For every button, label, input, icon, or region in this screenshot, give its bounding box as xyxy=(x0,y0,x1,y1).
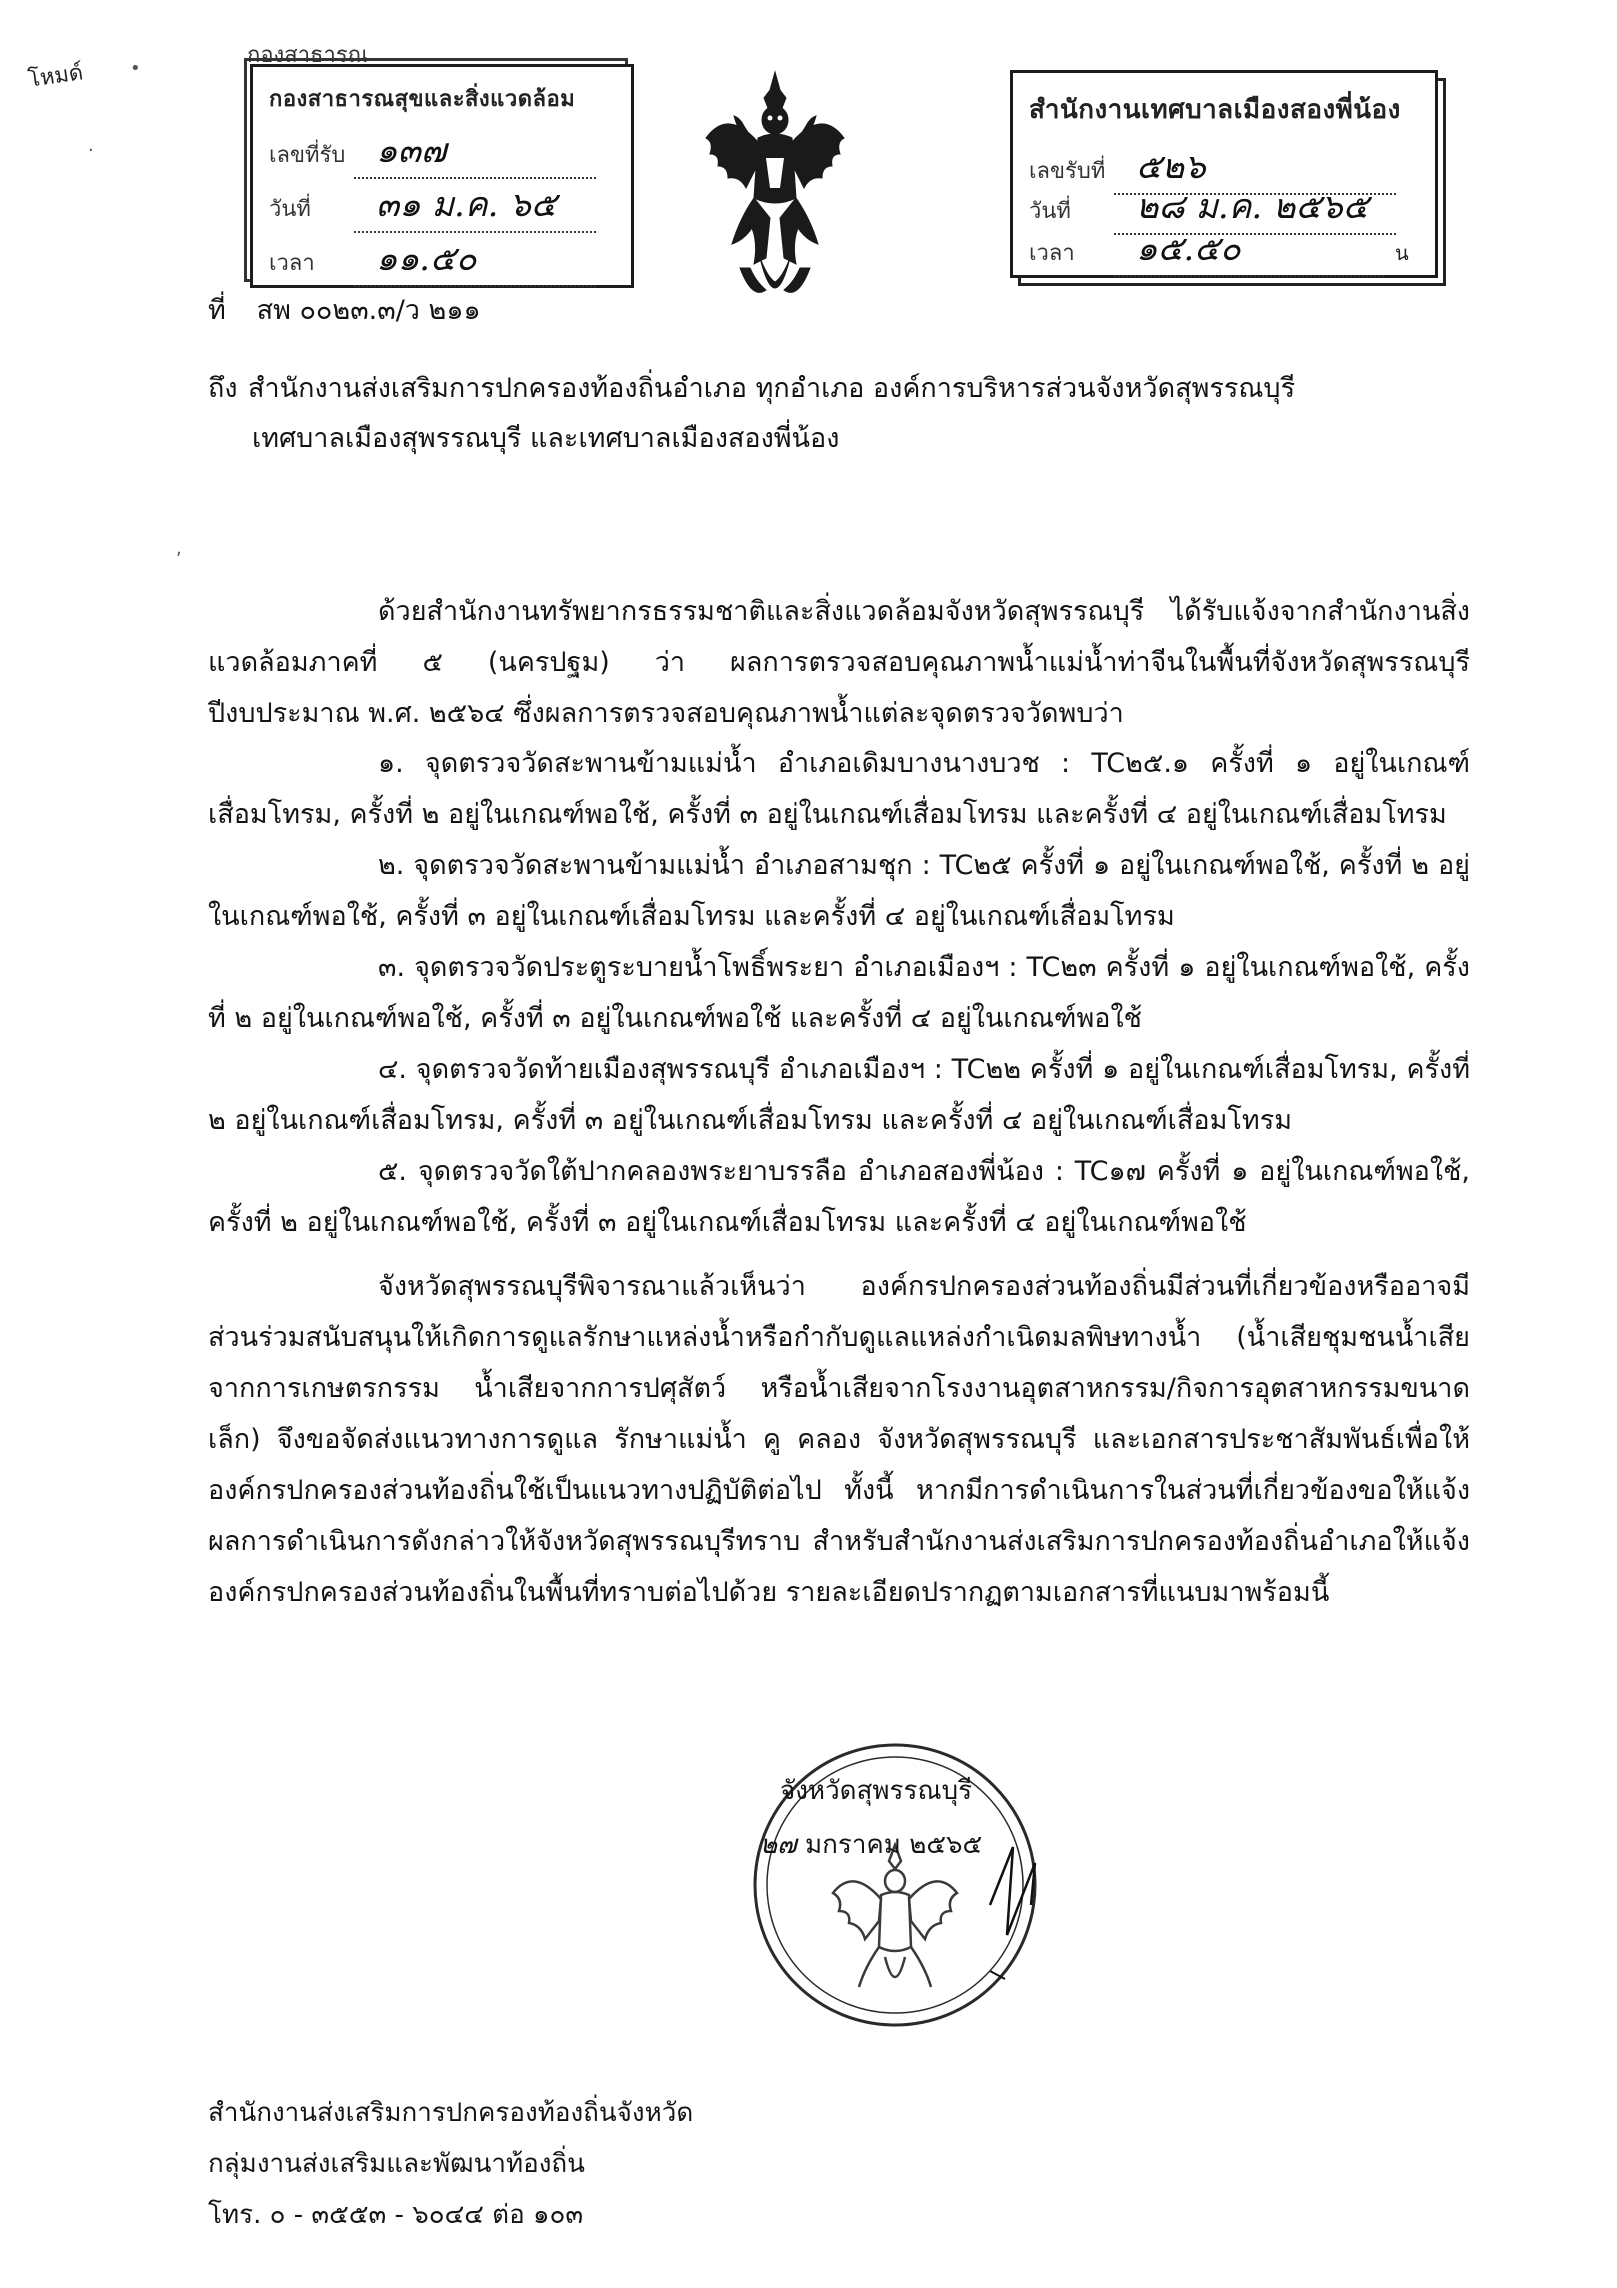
corner-dot-mark: • xyxy=(130,58,141,79)
stamp-date-value: ๓๑ ม.ค. ๖๕ xyxy=(354,177,596,233)
inspection-results-list xyxy=(208,738,1470,1248)
list-item: ๕. จุดตรวจวัดใต้ปากคลองพระยาบรรลือ อำเภอสองพี่น้อง : TC๑๗ ครั้งที่ ๑ อยู่ในเกณฑ์พอใช้, ครั้งที่ ๒ อยู่ในเกณฑ์พอใช้, ครั้งที่ ๓ อยู่ในเกณฑ์เสื่อมโทรม และครั้งที่ ๔ อยู่ในเกณฑ์พอใช้ xyxy=(208,1156,1470,1238)
receiving-stamp-songphinong-municipality xyxy=(1010,70,1438,278)
stamp-department: กองสาธารณสุขและสิ่งแวดล้อม xyxy=(269,87,576,112)
receiving-stamp-environment-division xyxy=(247,43,634,288)
stamp-date-label: วันที่ xyxy=(269,197,311,222)
stamp-time-value: ๑๑.๕๐ xyxy=(354,231,596,287)
stamp-office: สำนักงานเทศบาลเมืองสองพี่น้อง xyxy=(1029,95,1401,125)
body-paragraph-2 xyxy=(208,1261,1470,1618)
addressee-line-1: สำนักงานส่งเสริมการปกครองท้องถิ่นอำเภอ ทุกอำเภอ องค์การบริหารส่วนจังหวัดสุพรรณบุรี xyxy=(248,373,1296,404)
body-paragraph-1 xyxy=(208,586,1470,739)
reference-number xyxy=(208,288,481,331)
signature-date-rest: มกราคม ๒๕๖๕ xyxy=(804,1830,983,1860)
addressee-line-2: เทศบาลเมืองสุพรรณบุรี และเทศบาลเมืองสองพี่น้อง xyxy=(252,423,840,454)
handwritten-corner-note: โหมด์ xyxy=(26,60,85,93)
stamp-time-row xyxy=(269,231,617,287)
stamp-top-tab: กองสาธารณ xyxy=(247,43,369,68)
paragraph-text: จังหวัดสุพรรณบุรีพิจารณาแล้วเห็นว่า องค์กรปกครองส่วนท้องถิ่นมีส่วนที่เกี่ยวข้องหรืออาจมีส่วนร่วมสนับสนุนให้เกิดการดูแลรักษาแหล่งน้ำหรือกำกับดูแลแหล่งกำเนิดมลพิษทางน้ำ (น้ำเสียชุมชนน้ำเสียจากการเกษตรกรรม น้ำเสียจากการปศุสัตว์ หรือน้ำเสียจากโรงงานอุตสาหกรรม/กิจการอุตสาหกรรมขนาดเล็ก) จึงขอจัดส่งแนวทางการดูแล รักษาแม่น้ำ คู คลอง จังหวัดสุพรรณบุรี และเอกสารประชาสัมพันธ์เพื่อให้องค์กรปกครองส่วนท้องถิ่นใช้เป็นแนวทางปฏิบัติต่อไป ทั้งนี้ หากมีการดำเนินการในส่วนที่เกี่ยวข้องขอให้แจ้งผลการดำเนินการดังกล่าวให้จังหวัดสุพรรณบุรีทราบ สำหรับสำนักงานส่งเสริมการปกครองท้องถิ่นอำเภอให้แจ้งองค์กรปกครองส่วนท้องถิ่นในพื้นที่ทราบต่อไปด้วย รายละเอียดปรากฏตามเอกสารที่แนบมาพร้อมนี้ xyxy=(208,1271,1470,1608)
stamp-time-label: เวลา xyxy=(269,251,315,276)
corner-dot-mark: , xyxy=(176,538,182,559)
stamp-date-label: วันที่ xyxy=(1029,199,1071,224)
stamp-time-label: เวลา xyxy=(1029,241,1075,266)
reference-label: ที่ xyxy=(208,295,226,326)
signature-date xyxy=(760,1824,982,1865)
stamp-time-suffix: น xyxy=(1395,241,1409,265)
corner-dot-mark: · xyxy=(88,140,94,161)
addressee xyxy=(208,364,1388,464)
footer-contact xyxy=(208,2088,693,2241)
stamp-received-no-label: เลขรับที่ xyxy=(1029,159,1106,184)
list-item: ๔. จุดตรวจวัดท้ายเมืองสุพรรณบุรี อำเภอเมืองฯ : TC๒๒ ครั้งที่ ๑ อยู่ในเกณฑ์เสื่อมโทรม, ครั้งที่ ๒ อยู่ในเกณฑ์เสื่อมโทรม, ครั้งที่ ๓ อยู่ในเกณฑ์เสื่อมโทรม และครั้งที่ ๔ อยู่ในเกณฑ์เสื่อมโทรม xyxy=(208,1054,1470,1136)
paragraph-text: ด้วยสำนักงานทรัพยากรธรรมชาติและสิ่งแวดล้อมจังหวัดสุพรรณบุรี ได้รับแจ้งจากสำนักงานสิ่งแวดล้อมภาคที่ ๕ (นครปฐม) ว่า ผลการตรวจสอบคุณภาพน้ำแม่น้ำท่าจีนในพื้นที่จังหวัดสุพรรณบุรีปีงบประมาณ พ.ศ. ๒๕๖๔ ซึ่งผลการตรวจสอบคุณภาพน้ำแต่ละจุดตรวจวัดพบว่า xyxy=(208,596,1470,729)
stamp-date-row xyxy=(269,177,617,233)
stamp-date-value: ๒๘ ม.ค. ๒๕๖๕ xyxy=(1114,179,1396,235)
footer-office: สำนักงานส่งเสริมการปกครองท้องถิ่นจังหวัด xyxy=(208,2098,694,2128)
stamp-received-no-label: เลขที่รับ xyxy=(269,143,346,168)
reference-value: สพ ๐๐๒๓.๓/ว ๒๑๑ xyxy=(256,295,481,326)
list-item: ๒. จุดตรวจวัดสะพานข้ามแม่น้ำ อำเภอสามชุก : TC๒๕ ครั้งที่ ๑ อยู่ในเกณฑ์พอใช้, ครั้งที่ ๒ อยู่ในเกณฑ์พอใช้, ครั้งที่ ๓ อยู่ในเกณฑ์เสื่อมโทรม และครั้งที่ ๔ อยู่ในเกณฑ์เสื่อมโทรม xyxy=(208,850,1470,932)
list-item: ๓. จุดตรวจวัดประตูระบายน้ำโพธิ์พระยา อำเภอเมืองฯ : TC๒๓ ครั้งที่ ๑ อยู่ในเกณฑ์พอใช้, ครั้งที่ ๒ อยู่ในเกณฑ์พอใช้, ครั้งที่ ๓ อยู่ในเกณฑ์พอใช้ และครั้งที่ ๔ อยู่ในเกณฑ์พอใช้ xyxy=(208,952,1470,1034)
list-item: ๑. จุดตรวจวัดสะพานข้ามแม่น้ำ อำเภอเดิมบางนางบวช : TC๒๕.๑ ครั้งที่ ๑ อยู่ในเกณฑ์เสื่อมโทรม, ครั้งที่ ๒ อยู่ในเกณฑ์พอใช้, ครั้งที่ ๓ อยู่ในเกณฑ์เสื่อมโทรม และครั้งที่ ๔ อยู่ในเกณฑ์เสื่อมโทรม xyxy=(208,748,1470,830)
signature-date-day: ๒๗ xyxy=(760,1830,797,1860)
footer-group: กลุ่มงานส่งเสริมและพัฒนาท้องถิ่น xyxy=(208,2149,585,2179)
footer-phone: โทร. ๐ - ๓๕๕๓ - ๖๐๔๔ ต่อ ๑๐๓ xyxy=(208,2200,584,2230)
stamp-received-no-value: ๑๓๗ xyxy=(354,123,596,179)
signature-province: จังหวัดสุพรรณบุรี xyxy=(780,1776,973,1806)
stamp-received-no-value: ๕๒๖ xyxy=(1114,139,1396,195)
stamp-time-row xyxy=(1029,221,1421,277)
addressee-label: ถึง xyxy=(208,373,238,404)
garuda-emblem-icon xyxy=(700,68,850,318)
stamp-received-no-row xyxy=(269,123,617,179)
stamp-time-value: ๑๕.๕๐ xyxy=(1114,221,1384,277)
